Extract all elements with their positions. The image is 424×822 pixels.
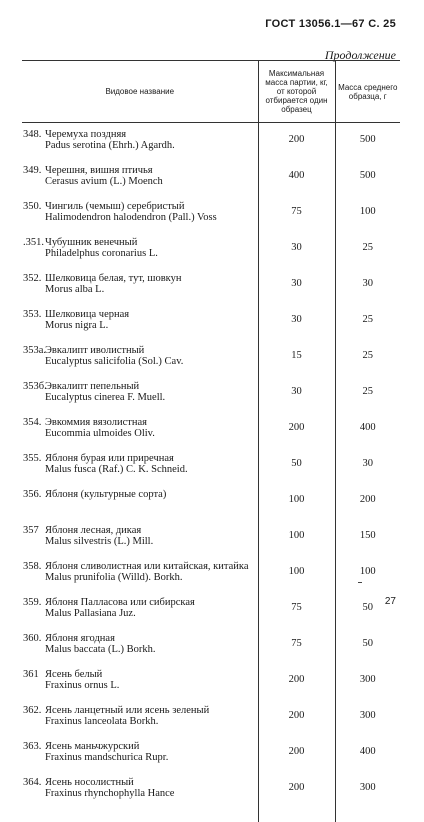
entry-number: 354. <box>23 417 42 428</box>
species-cell <box>22 165 258 201</box>
sample-mass-value: 50 <box>335 597 400 633</box>
species-cell <box>22 417 258 453</box>
sample-mass-value: 200 <box>335 489 400 525</box>
russian-name: Яблоня лесная, дикая <box>45 525 142 536</box>
max-mass-value: 200 <box>258 129 335 165</box>
sample-mass-value: 30 <box>335 453 400 489</box>
table-row <box>22 633 400 669</box>
species-cell <box>22 777 258 822</box>
entry-number: 362. <box>23 705 42 716</box>
species-cell <box>22 309 258 345</box>
sample-mass-value: 25 <box>335 381 400 417</box>
max-mass-value: 50 <box>258 453 335 489</box>
species-cell <box>22 597 258 633</box>
table-row <box>22 345 400 381</box>
max-mass-value: 15 <box>258 345 335 381</box>
max-mass-value: 100 <box>258 525 335 561</box>
sample-mass-value: 100 <box>335 561 400 597</box>
russian-name: Ясень маньчжурский <box>45 741 140 752</box>
table-row <box>22 453 400 489</box>
entry-number: 350. <box>23 201 42 212</box>
max-mass-value: 75 <box>258 201 335 237</box>
sample-mass-value: 150 <box>335 525 400 561</box>
table-row <box>22 525 400 561</box>
table-row <box>22 669 400 705</box>
species-table <box>22 60 400 822</box>
table-row <box>22 561 400 597</box>
entry-number: 358. <box>23 561 42 572</box>
latin-name: Malus silvestris (L.) Mill. <box>45 536 154 547</box>
table-row <box>22 237 400 273</box>
sample-mass-value: 400 <box>335 417 400 453</box>
max-mass-value: 200 <box>258 777 335 822</box>
entry-number: 361 <box>23 669 39 680</box>
max-mass-value: 200 <box>258 741 335 777</box>
max-mass-value: 200 <box>258 669 335 705</box>
species-cell <box>22 633 258 669</box>
russian-name: Яблоня Палласова или сибирская <box>45 597 195 608</box>
russian-name: Ясень белый <box>45 669 103 680</box>
russian-name: Черешня, вишня птичья <box>45 165 153 176</box>
entry-number: 352. <box>23 273 42 284</box>
russian-name: Яблоня ягодная <box>45 633 115 644</box>
sample-mass-value: 100 <box>335 201 400 237</box>
table-row <box>22 489 400 525</box>
latin-name: Morus alba L. <box>45 284 105 295</box>
standard-header: ГОСТ 13056.1—67 С. 25 <box>265 18 396 30</box>
sample-mass-value: 300 <box>335 669 400 705</box>
latin-name: Eucalyptus cinerea F. Muell. <box>45 392 166 403</box>
max-mass-value: 75 <box>258 597 335 633</box>
russian-name: Эвкоммия вязолистная <box>45 417 147 428</box>
sample-mass-value: 50 <box>335 633 400 669</box>
entry-number: .351. <box>23 237 44 248</box>
max-mass-value: 100 <box>258 489 335 525</box>
entry-number: 355. <box>23 453 42 464</box>
russian-name: Черемуха поздняя <box>45 129 127 140</box>
russian-name: Яблоня бурая или приречная <box>45 453 174 464</box>
page-mark <box>358 582 362 583</box>
entry-number: 349. <box>23 165 42 176</box>
sample-mass-value: 30 <box>335 273 400 309</box>
latin-name: Padus serotina (Ehrh.) Agardh. <box>45 140 175 151</box>
continuation-label: Продолжение <box>324 48 396 62</box>
russian-name: Ясень носолистный <box>45 777 134 788</box>
species-cell <box>22 201 258 237</box>
species-cell <box>22 273 258 309</box>
species-cell <box>22 741 258 777</box>
entry-number: 356. <box>23 489 42 500</box>
latin-name: Cerasus avium (L.) Moench <box>45 176 163 187</box>
table-row <box>22 417 400 453</box>
species-cell <box>22 669 258 705</box>
sample-mass-value: 500 <box>335 129 400 165</box>
sample-mass-value: 25 <box>335 309 400 345</box>
species-cell <box>22 561 258 597</box>
species-cell <box>22 345 258 381</box>
latin-name: Malus fusca (Raf.) C. K. Schneid. <box>45 464 188 475</box>
latin-name: Eucalyptus salicifolia (Sol.) Cav. <box>45 356 184 367</box>
max-mass-value: 400 <box>258 165 335 201</box>
entry-number: 360. <box>23 633 42 644</box>
latin-name: Malus Pallasiana Juz. <box>45 608 136 619</box>
max-mass-value: 100 <box>258 561 335 597</box>
russian-name: Ясень ланцетный или ясень зеленый <box>45 705 210 716</box>
latin-name: Malus baccata (L.) Borkh. <box>45 644 156 655</box>
entry-number: 353. <box>23 309 42 320</box>
table-row <box>22 309 400 345</box>
table-row <box>22 381 400 417</box>
russian-name: Яблоня сливолистная или китайская, китайка <box>45 561 249 572</box>
entry-number: 364. <box>23 777 42 788</box>
latin-name: Morus nigra L. <box>45 320 109 331</box>
max-mass-value: 200 <box>258 417 335 453</box>
sample-mass-value: 400 <box>335 741 400 777</box>
species-cell <box>22 489 258 525</box>
latin-name: Philadelphus coronarius L. <box>45 248 158 259</box>
entry-number: 353а. <box>23 345 47 356</box>
sample-mass-value: 25 <box>335 237 400 273</box>
table-header-row <box>22 61 400 123</box>
max-mass-value: 75 <box>258 633 335 669</box>
latin-name: Fraxinus ornus L. <box>45 680 120 691</box>
latin-name: Halimodendron halodendron (Pall.) Voss <box>45 212 217 223</box>
entry-number: 353б. <box>23 381 47 392</box>
table-row <box>22 597 400 633</box>
column-header-sample-mass: Масса среднего образца, г <box>335 61 400 123</box>
table-row <box>22 273 400 309</box>
table-row <box>22 741 400 777</box>
russian-name: Чубушник венечный <box>45 237 138 248</box>
species-cell <box>22 129 258 165</box>
entry-number: 359. <box>23 597 42 608</box>
species-cell <box>22 525 258 561</box>
max-mass-value: 30 <box>258 309 335 345</box>
russian-name: Эвкалипт иволистный <box>45 345 145 356</box>
species-cell <box>22 705 258 741</box>
table-row <box>22 165 400 201</box>
table-row <box>22 777 400 822</box>
russian-name: Чингиль (чемыш) серебристый <box>45 201 185 212</box>
column-header-max-mass: Максимальная масса партии, кг, от которой отбирается один образец <box>258 61 335 123</box>
max-mass-value: 200 <box>258 705 335 741</box>
latin-name: Fraxinus rhynchophylla Hance <box>45 788 175 799</box>
latin-name: Fraxinus lanceolata Borkh. <box>45 716 159 727</box>
latin-name: Fraxinus mandschurica Rupr. <box>45 752 169 763</box>
species-cell <box>22 453 258 489</box>
sample-mass-value: 500 <box>335 165 400 201</box>
max-mass-value: 30 <box>258 381 335 417</box>
sample-mass-value: 25 <box>335 345 400 381</box>
page-number: 27 <box>384 596 396 607</box>
russian-name: Шелковица белая, тут, шовкун <box>45 273 182 284</box>
table-row <box>22 201 400 237</box>
max-mass-value: 30 <box>258 273 335 309</box>
latin-name: Malus prunifolia (Willd). Borkh. <box>45 572 183 583</box>
table-row <box>22 705 400 741</box>
russian-name: Яблоня (культурные сорта) <box>45 489 167 500</box>
table-row <box>22 129 400 165</box>
entry-number: 363. <box>23 741 42 752</box>
species-cell <box>22 381 258 417</box>
column-header-name: Видовое название <box>22 61 258 123</box>
sample-mass-value: 300 <box>335 705 400 741</box>
species-cell <box>22 237 258 273</box>
entry-number: 348. <box>23 129 42 140</box>
russian-name: Шелковица черная <box>45 309 130 320</box>
entry-number: 357 <box>23 525 39 536</box>
max-mass-value: 30 <box>258 237 335 273</box>
sample-mass-value: 300 <box>335 777 400 822</box>
latin-name: Eucommia ulmoides Oliv. <box>45 428 155 439</box>
russian-name: Эвкалипт пепельный <box>45 381 140 392</box>
